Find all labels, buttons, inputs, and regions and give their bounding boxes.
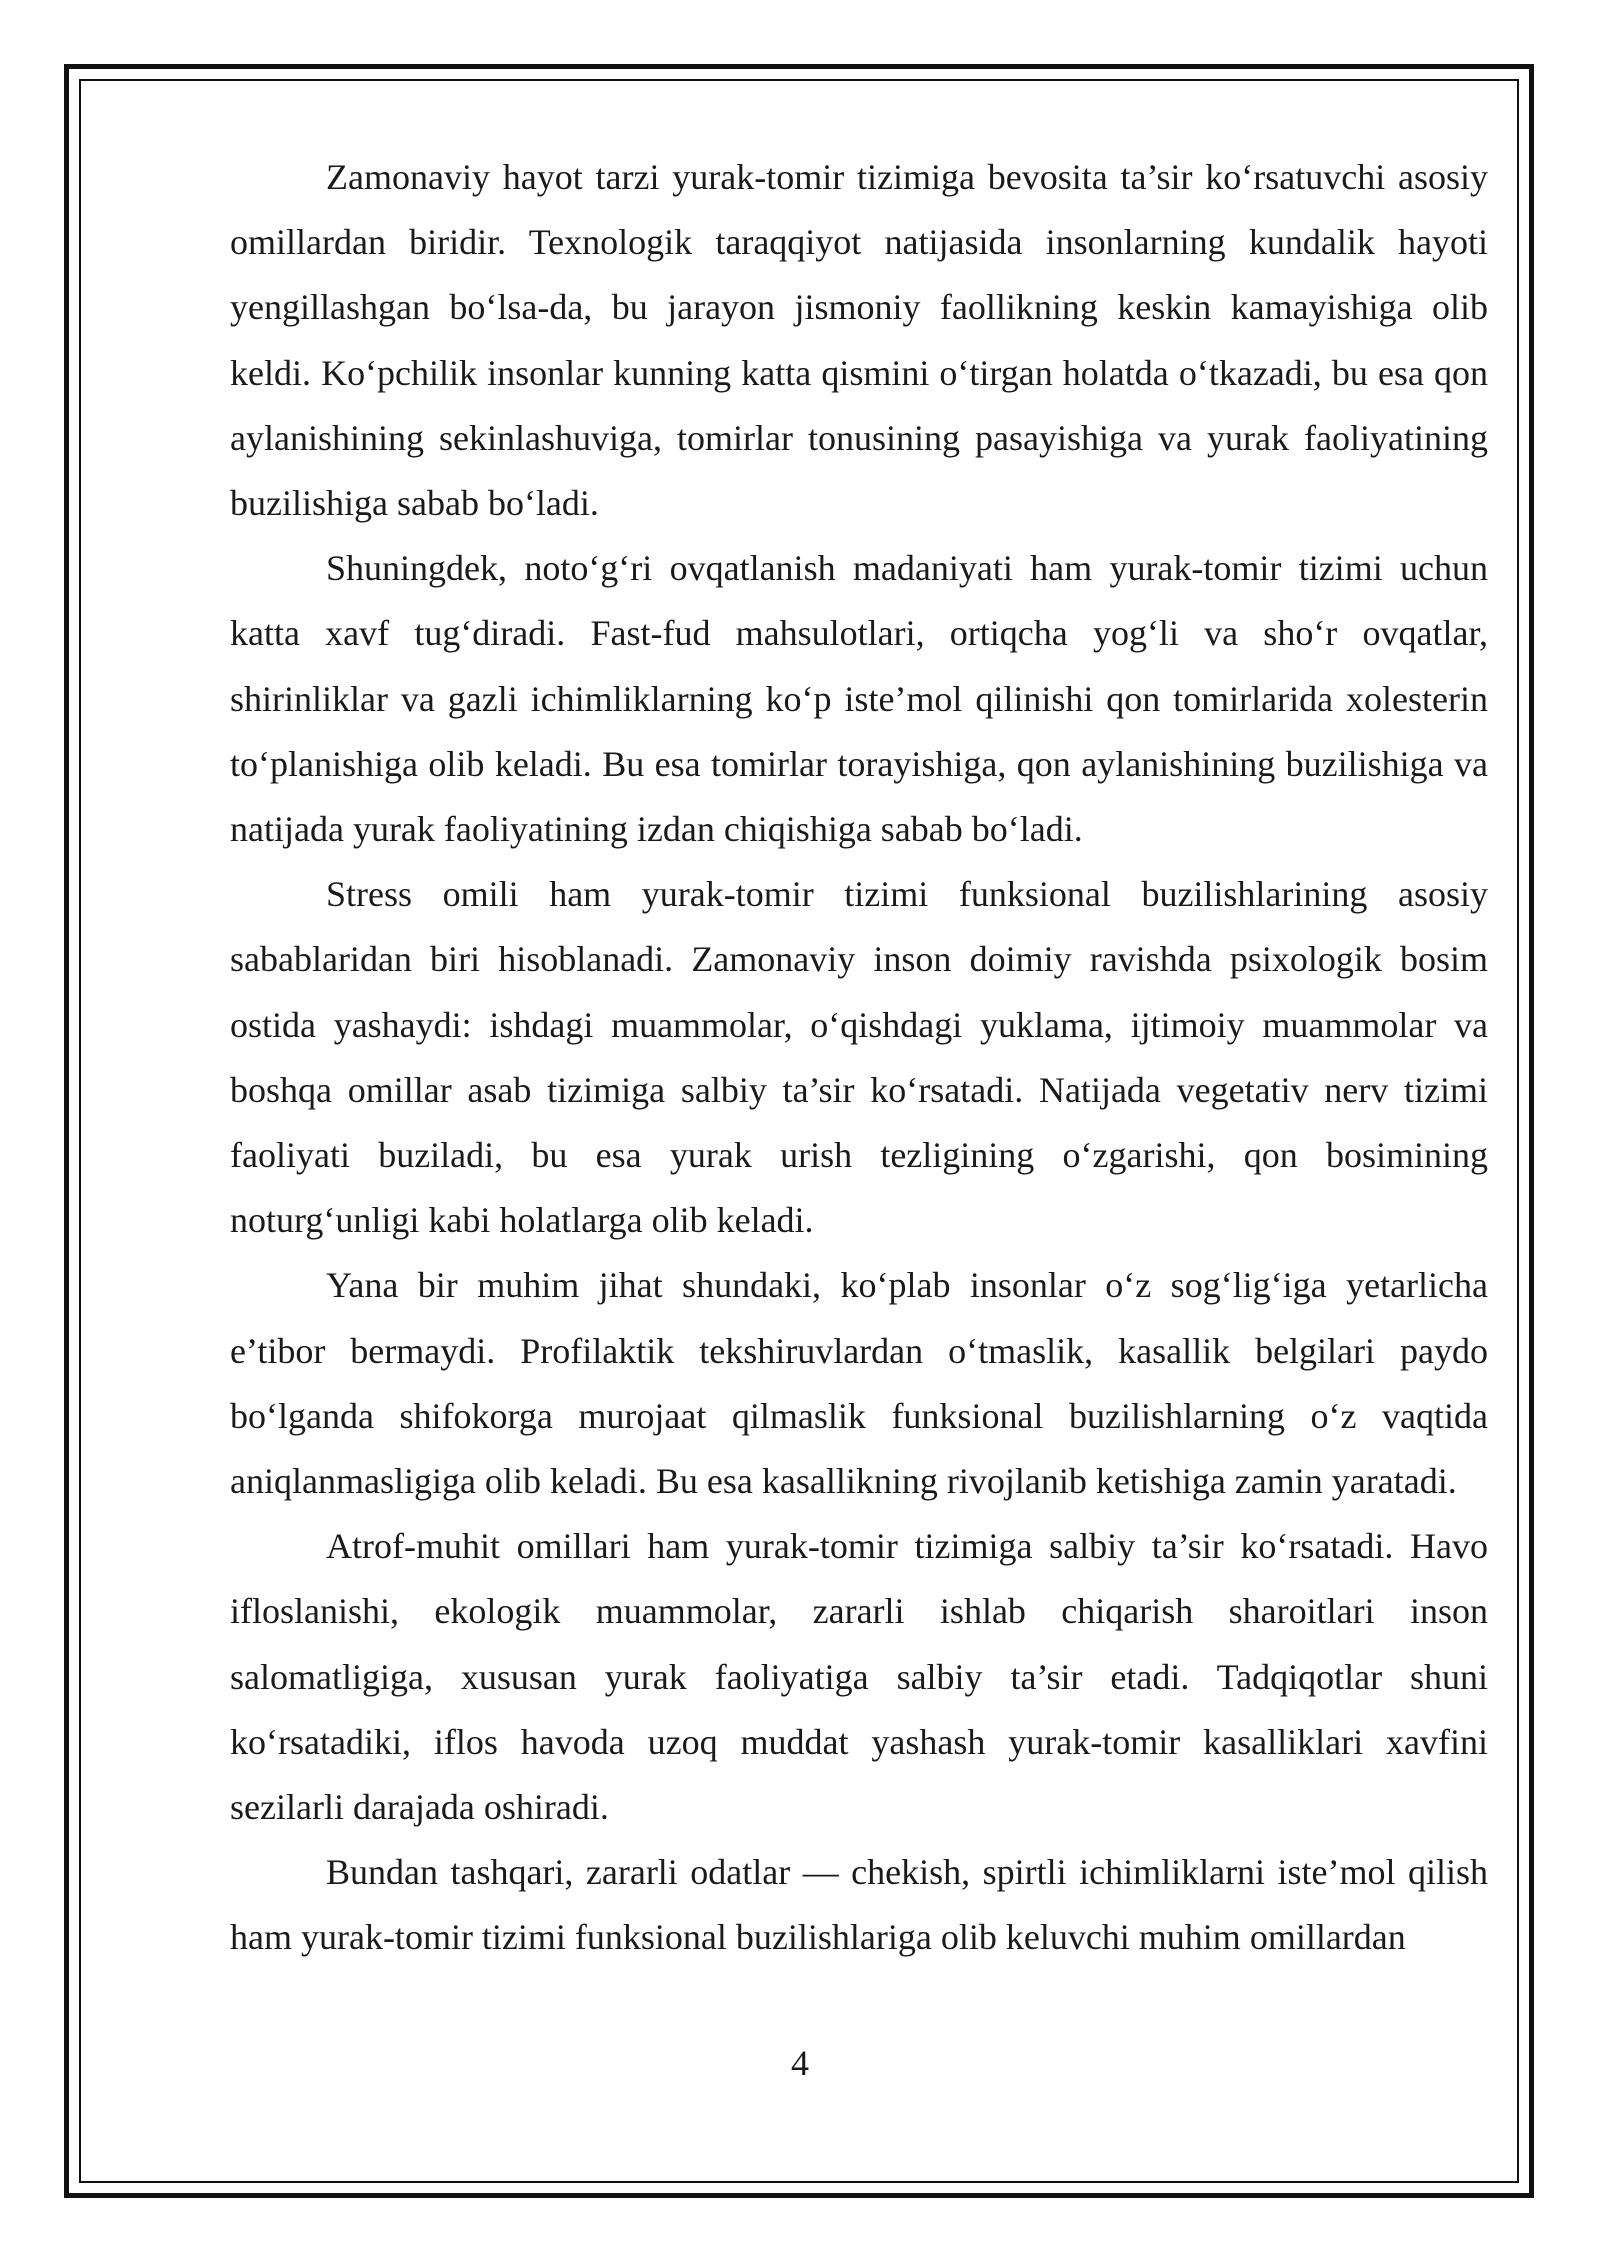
paragraph-nutrition: Shuningdek, noto‘g‘ri ovqatlanish madaniyati ham yurak-tomir tizimi uchun katta xavf tug‘diradi. Fast-fud mahsulotlari, ortiqcha yog‘li va sho‘r ovqatlar, shirinliklar va gazli ichimliklarning ko‘p iste’mol qilinishi qon tomirlarida xolesterin to‘planishiga olib keladi. Bu esa tomirlar torayishiga, qon aylanishining buzilishiga va natijada yurak faoliyatining izdan chiqishiga sabab bo‘ladi. bbox=[230, 548, 1488, 850]
paragraph-harmful-habits: Bundan tashqari, zararli odatlar — chekish, spirtli ichimliklarni iste’mol qilish ham yurak-tomir tizimi funksional buzilishlariga olib keluvchi muhim omillardan bbox=[230, 1852, 1488, 1958]
document-body bbox=[230, 145, 1488, 1971]
paragraph-environment: Atrof-muhit omillari ham yurak-tomir tizimiga salbiy ta’sir ko‘rsatadi. Havo ifloslanishi, ekologik muammolar, zararli ishlab chiqarish sharoitlari inson salomatligiga, xususan yurak faoliyatiga salbiy ta’sir etadi. Tadqiqotlar shuni ko‘rsatadiki, iflos havoda uzoq muddat yashash yurak-tomir kasalliklari xavfini sezilarli darajada oshiradi. bbox=[230, 1526, 1488, 1828]
paragraph-stress: Stress omili ham yurak-tomir tizimi funksional buzilishlarining asosiy sabablaridan biri hisoblanadi. Zamonaviy inson doimiy ravishda psixologik bosim ostida yashaydi: ishdagi muammolar, o‘qishdagi yuklama, ijtimoiy muammolar va boshqa omillar asab tizimiga salbiy ta’sir ko‘rsatadi. Natijada vegetativ nerv tizimi faoliyati buziladi, bu esa yurak urish tezligining o‘zgarishi, qon bosimining noturg‘unligi kabi holatlarga olib keladi. bbox=[230, 874, 1488, 1241]
paragraph-sedentary-lifestyle: Zamonaviy hayot tarzi yurak-tomir tizimiga bevosita ta’sir ko‘rsatuvchi asosiy omillardan biridir. Texnologik taraqqiyot natijasida insonlarning kundalik hayoti yengillashgan bo‘lsa-da, bu jarayon jismoniy faollikning keskin kamayishiga olib keldi. Ko‘pchilik insonlar kunning katta qismini o‘tirgan holatda o‘tkazadi, bu esa qon aylanishining sekinlashuviga, tomirlar tonusining pasayishiga va yurak faoliyatining buzilishiga sabab bo‘ladi. bbox=[230, 157, 1488, 524]
paragraph-health-neglect: Yana bir muhim jihat shundaki, ko‘plab insonlar o‘z sog‘lig‘iga yetarlicha e’tibor bermaydi. Profilaktik tekshiruvlardan o‘tmaslik, kasallik belgilari paydo bo‘lganda shifokorga murojaat qilmaslik funksional buzilishlarning o‘z vaqtida aniqlanmasligiga olib keladi. Bu esa kasallikning rivojlanib ketishiga zamin yaratadi. bbox=[230, 1265, 1488, 1502]
page-number: 4 bbox=[791, 2043, 809, 2083]
